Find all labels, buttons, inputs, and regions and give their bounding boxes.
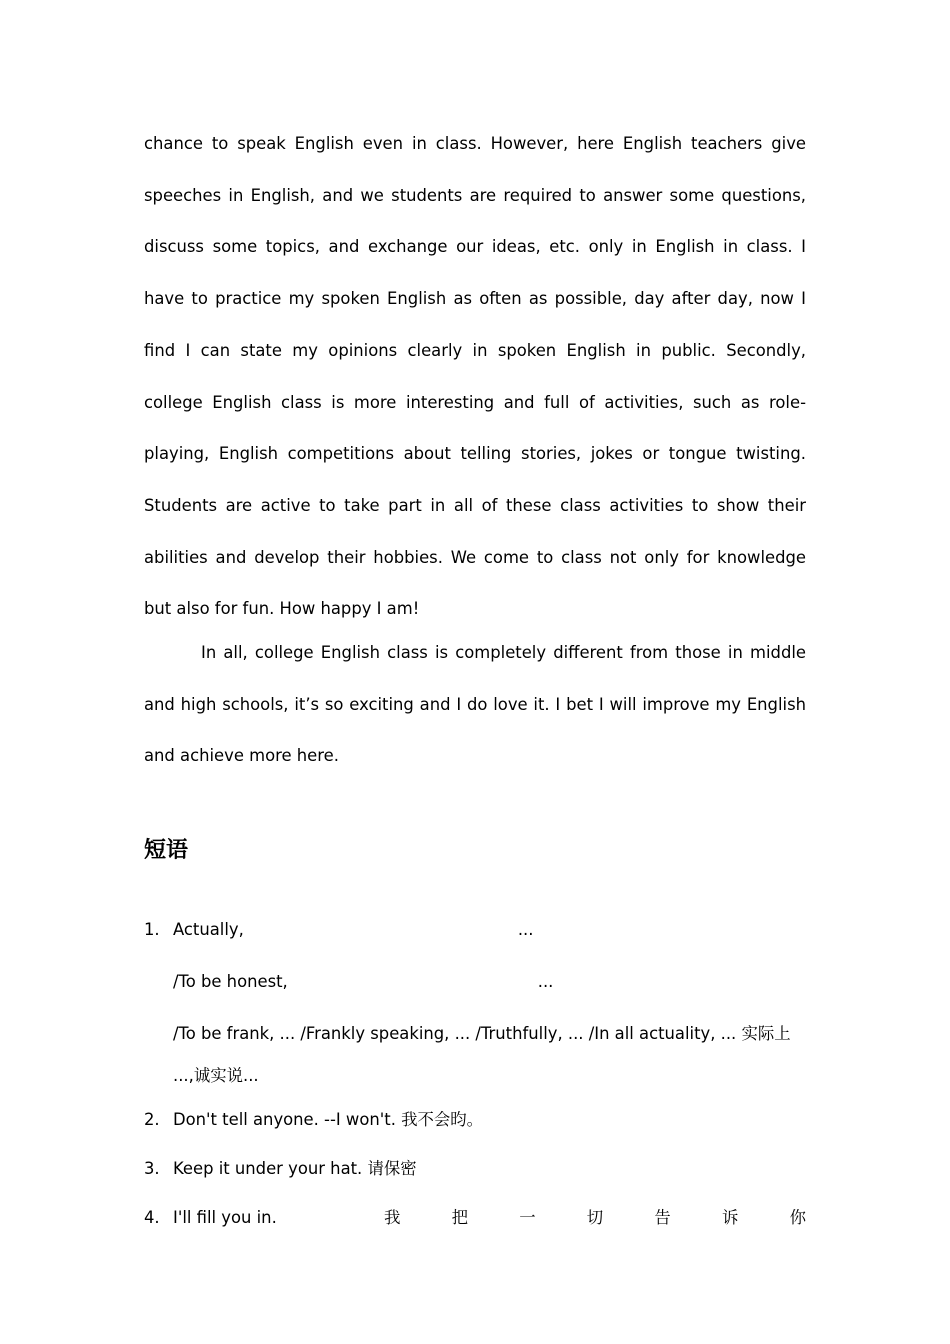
list-number: 3. bbox=[144, 1159, 160, 1179]
chinese-char: 你 bbox=[789, 1208, 806, 1228]
list-item bbox=[144, 1193, 806, 1242]
chinese-char: 告 bbox=[654, 1208, 671, 1228]
phrase-text: Actually, bbox=[173, 920, 244, 940]
phrase-line bbox=[173, 1193, 806, 1242]
list-item bbox=[144, 904, 806, 1089]
section-title: 短语 bbox=[144, 838, 189, 864]
chinese-char: 一 bbox=[519, 1208, 536, 1228]
phrase-line bbox=[173, 956, 806, 1008]
chinese-char: 把 bbox=[451, 1208, 468, 1228]
list-number: 4. bbox=[144, 1208, 160, 1228]
phrase-text: I'll fill you in. bbox=[173, 1208, 277, 1228]
body-paragraph: chance to speak English even in class. However, here English teachers give speeches in English, and we students are required to answer some questions, discuss some topics, and exchange our ideas, etc. only in English in class. I have to practice my spoken English as often as possible, day after day, now I find I can state my opinions clearly in spoken English in public. Secondly, college English class is more interesting and full of activities, such as role-playing, English competitions about telling stories, jokes or tongue twisting. Students are active to take part in all of these class activities to show their abilities and develop their hobbies. We come to class not only for knowledge but also for fun. How happy I am! bbox=[144, 134, 806, 619]
chinese-char: 切 bbox=[586, 1208, 604, 1228]
phrase-text: Keep it under your hat. 请保密 bbox=[173, 1159, 417, 1179]
document-page bbox=[144, 118, 806, 1242]
body-paragraph-conclusion: In all, college English class is completely different from those in middle and high schools, it’s so exciting and I do love it. I bet I will improve my English and achieve more here. bbox=[144, 643, 806, 766]
phrase-text: Don't tell anyone. --I won't. 我不会昀。 bbox=[173, 1110, 484, 1130]
phrase-line: /To be frank, ... /Frankly speaking, ... /Truthfully, ... /In all actuality, ... 实际上 bbox=[173, 1023, 791, 1043]
list-item bbox=[144, 1144, 806, 1193]
phrase-ellipsis: ... bbox=[517, 920, 534, 940]
phrase-list bbox=[144, 904, 806, 1242]
list-number: 1. bbox=[144, 920, 160, 940]
chinese-char: 我 bbox=[384, 1208, 401, 1228]
phrase-line: ...,诚实说... bbox=[173, 1066, 259, 1086]
phrase-text: /To be honest, bbox=[173, 971, 288, 991]
list-number: 2. bbox=[144, 1110, 160, 1130]
phrase-ellipsis: ... bbox=[537, 971, 554, 991]
chinese-char: 诉 bbox=[721, 1208, 739, 1228]
list-item bbox=[144, 1095, 806, 1144]
phrase-line bbox=[173, 904, 806, 956]
chinese-translation bbox=[384, 1193, 806, 1242]
